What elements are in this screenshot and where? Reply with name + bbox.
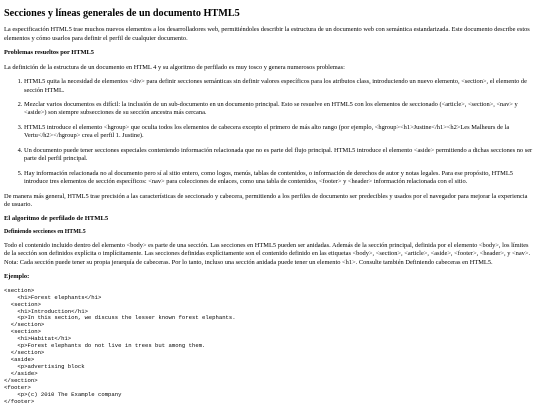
problems-list	[4, 78, 534, 187]
list-item: 5. Hay información relacionada no al documento pero sí al sitio entero, como logos, menús, tablas de contenidos, o información de derechos de autor y notas legales. Para ese propósito, HTML5 introduce tres elementos de sección específicos: <nav> para colecciones de enlaces, como una tabla de contenidos, <footer> y <header> información relacionada con el sitio.	[24, 170, 534, 187]
example-label: Ejemplo:	[4, 273, 30, 281]
code-example: <section> <h1>Forest elephants</h1> <section> <h1>Introduction</h1> <p>In this section, we discuss the lesser known forest elephants. </section> <section> <h1>Habitat</h1> <p>Forest elephants do not live in trees but among them. </section> <aside> <p>advertising block </aside> </section> <footer> <p>(c) 2010 The Example company </footer>	[4, 286, 236, 405]
sections-subheading: Definiendo secciones en HTML5	[4, 229, 86, 236]
list-item: 4. Un documento puede tener secciones especiales conteniendo información relacionada que no es parte del flujo principal. HTML5 introduce el elemento <aside> permitiendo a dichas secciones no ser parte del perfil principal.	[24, 147, 534, 164]
problems-intro: La definición de la estructura de un documento en HTML 4 y su algoritmo de perfilado es muy tosco y genera numerosos problemas:	[4, 63, 345, 71]
summary-paragraph: De manera más general, HTML5 trae precisión a las características de seccionado y cabecera, permitiendo a los perfiles de documento ser predecibles y usados por el navegador para mejorar la experiencia de usuario.	[4, 192, 528, 209]
problems-heading: Problemas resueltos por HTML5	[4, 49, 94, 57]
sections-paragraph: Todo el contenido incluido dentro del elemento <body> es parte de una sección. Las secciones en HTML5 pueden ser anidadas. Además de la sección principal, definida por el elemento <body>, los límites de la sección son definidos explícita o implícitamente. Las secciones definidas explícitamente son el contenido definido en las etiquetas <body>, <section>, <article>, <aside>, <footer>, <header>, y <nav>. Nota: Cada sección puede tener su propia jerarquía de cabeceras. Por lo tanto, incluso una sección anidada puede tener un elemento <h1>. Consulte también Definiendo cabeceras en HTML5.	[4, 241, 531, 266]
list-item: 2. Mezclar varios documentos es difícil: la inclusión de un sub-documento en un documento principal. Esto se resuelve en HTML5 con los elementos de seccionado (<article>, <section>, <nav> y <aside>) son siempre subsecciones de su sección ancestra más cercana.	[24, 101, 534, 118]
intro-paragraph: La especificación HTML5 trae muchos nuevos elementos a los desarrolladores web, permitiéndoles describir la estructura de un documento web con semántica estandarizada. Este documento describe estos elementos y cómo usarlos para definir el perfil de cualquier documento.	[4, 26, 530, 42]
list-item: 3. HTML5 introduce el elemento <hgroup> que oculta todos los elementos de cabecera excepto el primero de más alto rango (por ejemplo, <hgroup><h1>Justine</h1><h2>Les Malheurs de la Vertu</h2></hgroup> crea el perfil 1. Justine).	[24, 124, 534, 141]
page-title: Secciones y líneas generales de un documento HTML5	[4, 8, 240, 19]
algorithm-heading: El algoritmo de perfilado de HTML5	[4, 215, 109, 223]
list-item: 1. HTML5 quita la necesidad de elementos <div> para definir secciones semánticas sin definir valores específicos para los atributos class, introduciendo un nuevo elemento, <section>, el elemento de sección HTML.	[24, 78, 534, 95]
